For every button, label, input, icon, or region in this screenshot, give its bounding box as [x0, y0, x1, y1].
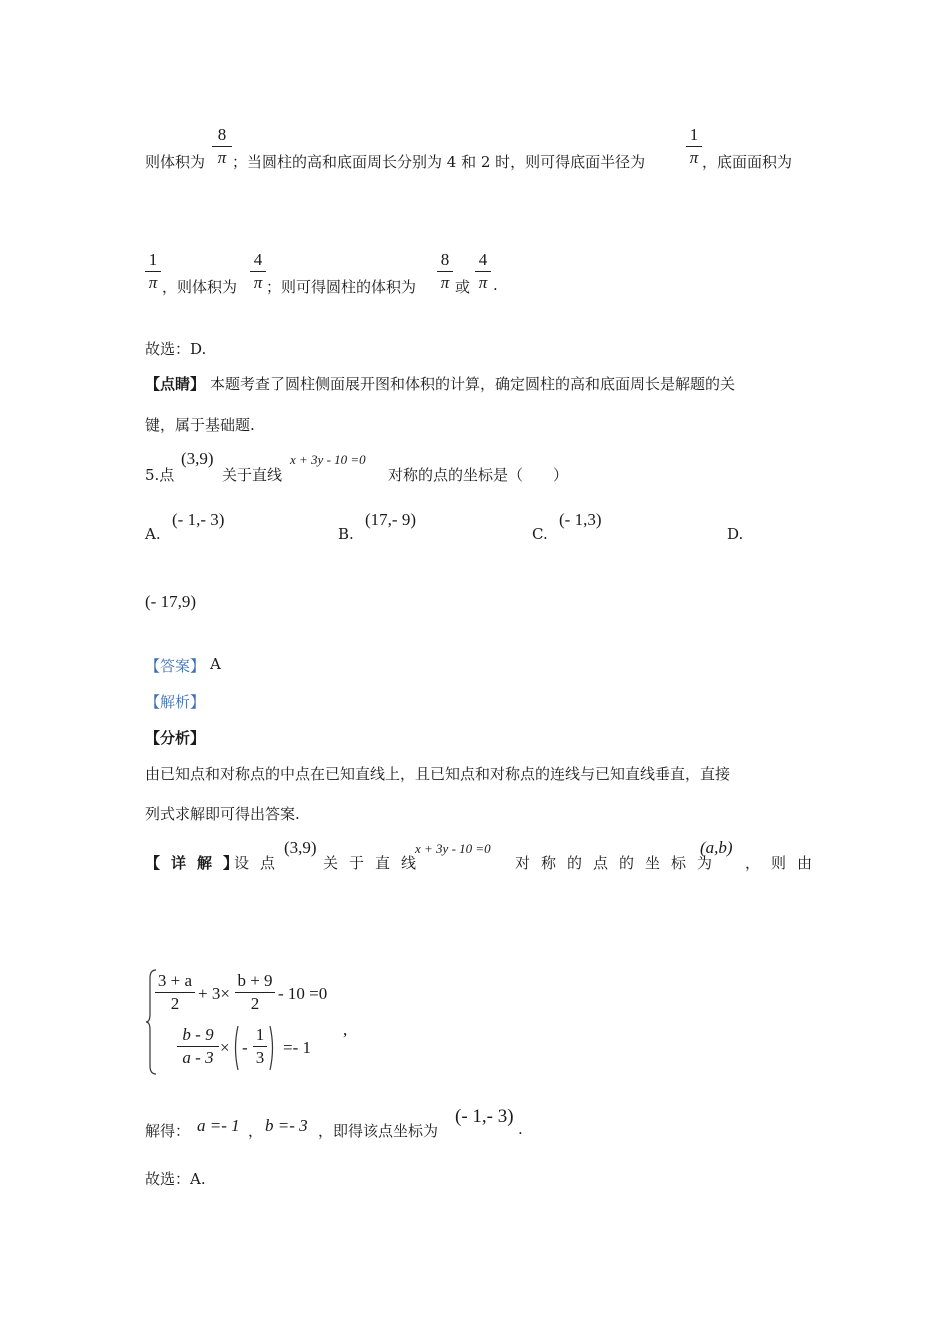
- solution-a-eq: a =- 1: [197, 1116, 240, 1135]
- frac-num: 3 + a: [157, 971, 193, 990]
- frac-num: 1: [255, 1025, 265, 1044]
- eq2-frac: [177, 1026, 219, 1067]
- q5-line-eq: x + 3y - 10 =0: [290, 452, 366, 467]
- detail-coord: (a,b): [700, 838, 733, 857]
- eq2-inner-frac: [253, 1026, 267, 1067]
- option-d-label[interactable]: D.: [727, 525, 744, 543]
- eq2-times: ×: [220, 1038, 230, 1057]
- comment-line1: 本题考查了圆柱侧面展开图和体积的计算，确定圆柱的高和底面周长是解题的关: [210, 375, 736, 393]
- eq2-left-paren: [232, 1024, 240, 1072]
- choice-d-line: 故选：D.: [145, 340, 207, 358]
- detail-line-eq: x + 3y - 10 =0: [415, 841, 491, 856]
- detail-t3: 对称的点的坐标为: [515, 854, 724, 872]
- eq1-frac2: [235, 972, 275, 1013]
- frac-den: π: [478, 273, 488, 292]
- frac-8-pi-2: [437, 251, 453, 292]
- frac-bar: [686, 146, 702, 147]
- frac-num: b + 9: [237, 971, 273, 990]
- final-choice: 故选：A.: [145, 1170, 206, 1188]
- frac-1-pi-2: [145, 251, 161, 292]
- q5-point: (3,9): [181, 449, 214, 468]
- solution-end: .: [518, 1120, 523, 1138]
- frac-1-pi: [686, 126, 702, 167]
- answer-value: A: [210, 655, 221, 673]
- frac-den: π: [253, 273, 263, 292]
- frac-den: π: [440, 273, 450, 292]
- answer-label: 【答案】: [145, 657, 206, 675]
- eq1-rest: - 10 =0: [278, 984, 328, 1003]
- frac-num: 8: [440, 250, 450, 269]
- option-d-value[interactable]: (- 17,9): [145, 592, 196, 611]
- para2-text-a: ，则体积为: [162, 278, 238, 296]
- solution-t2: ，即得该点坐标为: [318, 1122, 439, 1140]
- eq2-rest: =- 1: [283, 1038, 311, 1057]
- frac-num: 4: [478, 250, 488, 269]
- frac-bar: [250, 271, 266, 272]
- frac-bar: [437, 271, 453, 272]
- option-b-label[interactable]: B.: [338, 525, 354, 543]
- frac-num: 1: [689, 125, 699, 144]
- system-trailing-comma: ,: [343, 1020, 348, 1039]
- option-b-value[interactable]: (17,- 9): [365, 510, 416, 529]
- q5-mid: 关于直线: [222, 466, 283, 484]
- frac-num: 8: [217, 125, 227, 144]
- frac-4-pi-2: [475, 251, 491, 292]
- para1-text-c: ，底面面积为: [702, 153, 793, 171]
- frac-den: 3: [255, 1048, 265, 1067]
- option-a-value[interactable]: (- 1,- 3): [172, 510, 225, 529]
- frac-den: a - 3: [182, 1048, 214, 1067]
- solution-comma: ，: [248, 1122, 264, 1140]
- eq2-inner-minus: -: [242, 1038, 248, 1057]
- eq1-frac1: [155, 972, 195, 1013]
- q5-prefix: 5.点: [145, 466, 175, 484]
- frac-den: π: [689, 148, 699, 167]
- detail-t1: 设点: [234, 854, 287, 872]
- comment-label: 【点睛】: [145, 375, 206, 393]
- frac-num: b - 9: [182, 1025, 214, 1044]
- solution-b-eq: b =- 3: [265, 1116, 308, 1135]
- para2-text-c: 或: [455, 278, 471, 296]
- frac-bar: [155, 992, 195, 993]
- frac-den: 2: [250, 994, 260, 1013]
- frac-num: 4: [253, 250, 263, 269]
- option-c-label[interactable]: C.: [532, 525, 548, 543]
- eq2-right-paren: [268, 1024, 276, 1072]
- fenxi-label: 【分析】: [145, 729, 206, 747]
- para2-text-d: .: [493, 276, 498, 294]
- comment-line2: 键，属于基础题.: [145, 416, 255, 434]
- para1-text-b: ；当圆柱的高和底面周长分别为 4 和 2 时，则可得底面半径为: [232, 153, 646, 171]
- frac-4-pi: [250, 251, 266, 292]
- analysis-label: 【解析】: [145, 693, 206, 711]
- frac-bar: [177, 1046, 219, 1047]
- frac-den: π: [217, 148, 227, 167]
- solution-t1: 解得：: [145, 1122, 191, 1140]
- q5-suffix: 对称的点的坐标是（ ）: [388, 466, 569, 484]
- detail-point: (3,9): [284, 838, 317, 857]
- frac-bar: [475, 271, 491, 272]
- option-c-value[interactable]: (- 1,3): [559, 510, 602, 529]
- frac-bar: [145, 271, 161, 272]
- eq1-plus: + 3×: [198, 984, 230, 1003]
- para1-text-a: 则体积为: [145, 153, 206, 171]
- frac-den: π: [148, 273, 158, 292]
- solution-result: (- 1,- 3): [455, 1106, 514, 1127]
- frac-num: 1: [148, 250, 158, 269]
- detail-t4: ，则由: [745, 854, 824, 872]
- option-a-label[interactable]: A.: [145, 525, 161, 543]
- frac-8-pi: [212, 126, 232, 167]
- frac-bar: [212, 146, 232, 147]
- fenxi-line2: 列式求解即可得出答案.: [145, 805, 300, 823]
- detail-label: 【详解】: [145, 854, 250, 872]
- para2-text-b: ；则可得圆柱的体积为: [266, 278, 417, 296]
- fenxi-line1: 由已知点和对称点的中点在已知直线上，且已知点和对称点的连线与已知直线垂直，直接: [145, 765, 731, 783]
- frac-den: 2: [170, 994, 180, 1013]
- detail-t2: 关于直线: [323, 854, 428, 872]
- frac-bar: [253, 1046, 267, 1047]
- frac-bar: [235, 992, 275, 993]
